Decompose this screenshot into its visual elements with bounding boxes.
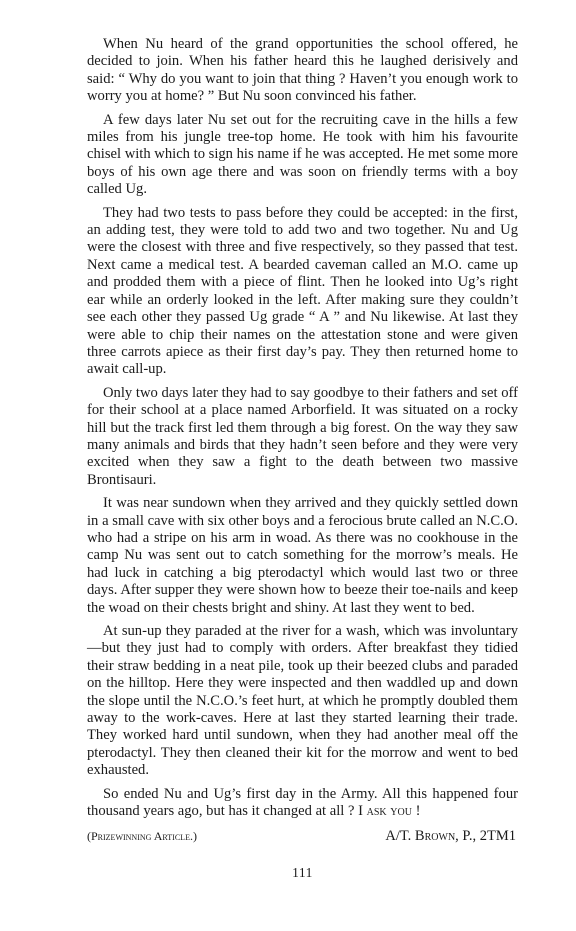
article-page [87, 36, 518, 881]
article-credits [87, 828, 518, 845]
page-number: 111 [292, 864, 313, 880]
paragraph-1: When Nu heard of the grand opportunities the school offered, he decided to join. When his father heard this he laughed derisively and said: “ Why do you want to join that thing ? Haven’t you enough work to worry you at home? ” But Nu soon convinced his father. [87, 36, 518, 105]
closing-paragraph [87, 786, 518, 821]
paragraph-6: At sun-up they paraded at the river for a wash, which was involuntary—but they just had to comply with orders. After breakfast they tidied their straw bedding in a neat pile, took up their beezed clubs and paraded on the hilltop. Here they were inspected and then waddled up and down the slope until the N.C.O.’s feet hurt, at which he promptly doubled them away to the work-caves. Here at last they started learning their trade. They worked hard until sundown, when they had another meal off the pterodactyl. They then cleaned their kit for the morrow and went to bed exhausted. [87, 623, 518, 779]
paragraph-3: They had two tests to pass before they could be accepted: in the first, an adding test, they were told to add two and two together. Nu and Ug were the closest with three and five respectively, so they passed that test. Next came a medical test. A bearded caveman called an M.O. came up and prodded them with a piece of flint. Then he looked into Ug’s right ear while an orderly looked in the left. After making sure they couldn’t see each other they passed Ug grade “ A ” and Nu likewise. At last they were able to chip their names on the attestation stone and were given three carrots apiece as their first day’s pay. They then returned home to await call-up. [87, 204, 518, 378]
paragraph-5: It was near sundown when they arrived and they quickly settled down in a small cave with six other boys and a ferocious brute called an N.C.O. who had a stripe on his arm in woad. As there was no cookhouse in the camp Nu was sent out to catch something for the morrow’s meals. He had luck in catching a big pterodactyl which would last two or three days. After supper they were shown how to beeze their toe-nails and keep the woad on their chests bright and shiny. At last they went to bed. [87, 495, 518, 616]
author-credit: A/T. Brown, P., 2TM1 [385, 828, 516, 845]
paragraph-2: A few days later Nu set out for the recruiting cave in the hills a few miles from his jungle tree-top home. He took with him his favourite chisel with which to sign his name if he was accepted. He met some more boys of his own age there and was soon on friendly terms with a boy called Ug. [87, 111, 518, 198]
prize-note: (Prizewinning Article.) [87, 829, 197, 844]
paragraph-4: Only two days later they had to say goodbye to their fathers and set off for their school at a place named Arborfield. It was situated on a rocky hill but the track first led them through a big forest. On the way they saw many animals and birds that they hadn’t seen before and they were very excited when they saw a fight to the death between two massive Brontisauri. [87, 384, 518, 488]
closing-emphasis: I ask you ! [358, 803, 421, 820]
closing-text: So ended Nu and Ug’s first day in the Army. All this happened four thousand years ago, but has it changed at all ? [87, 785, 518, 820]
